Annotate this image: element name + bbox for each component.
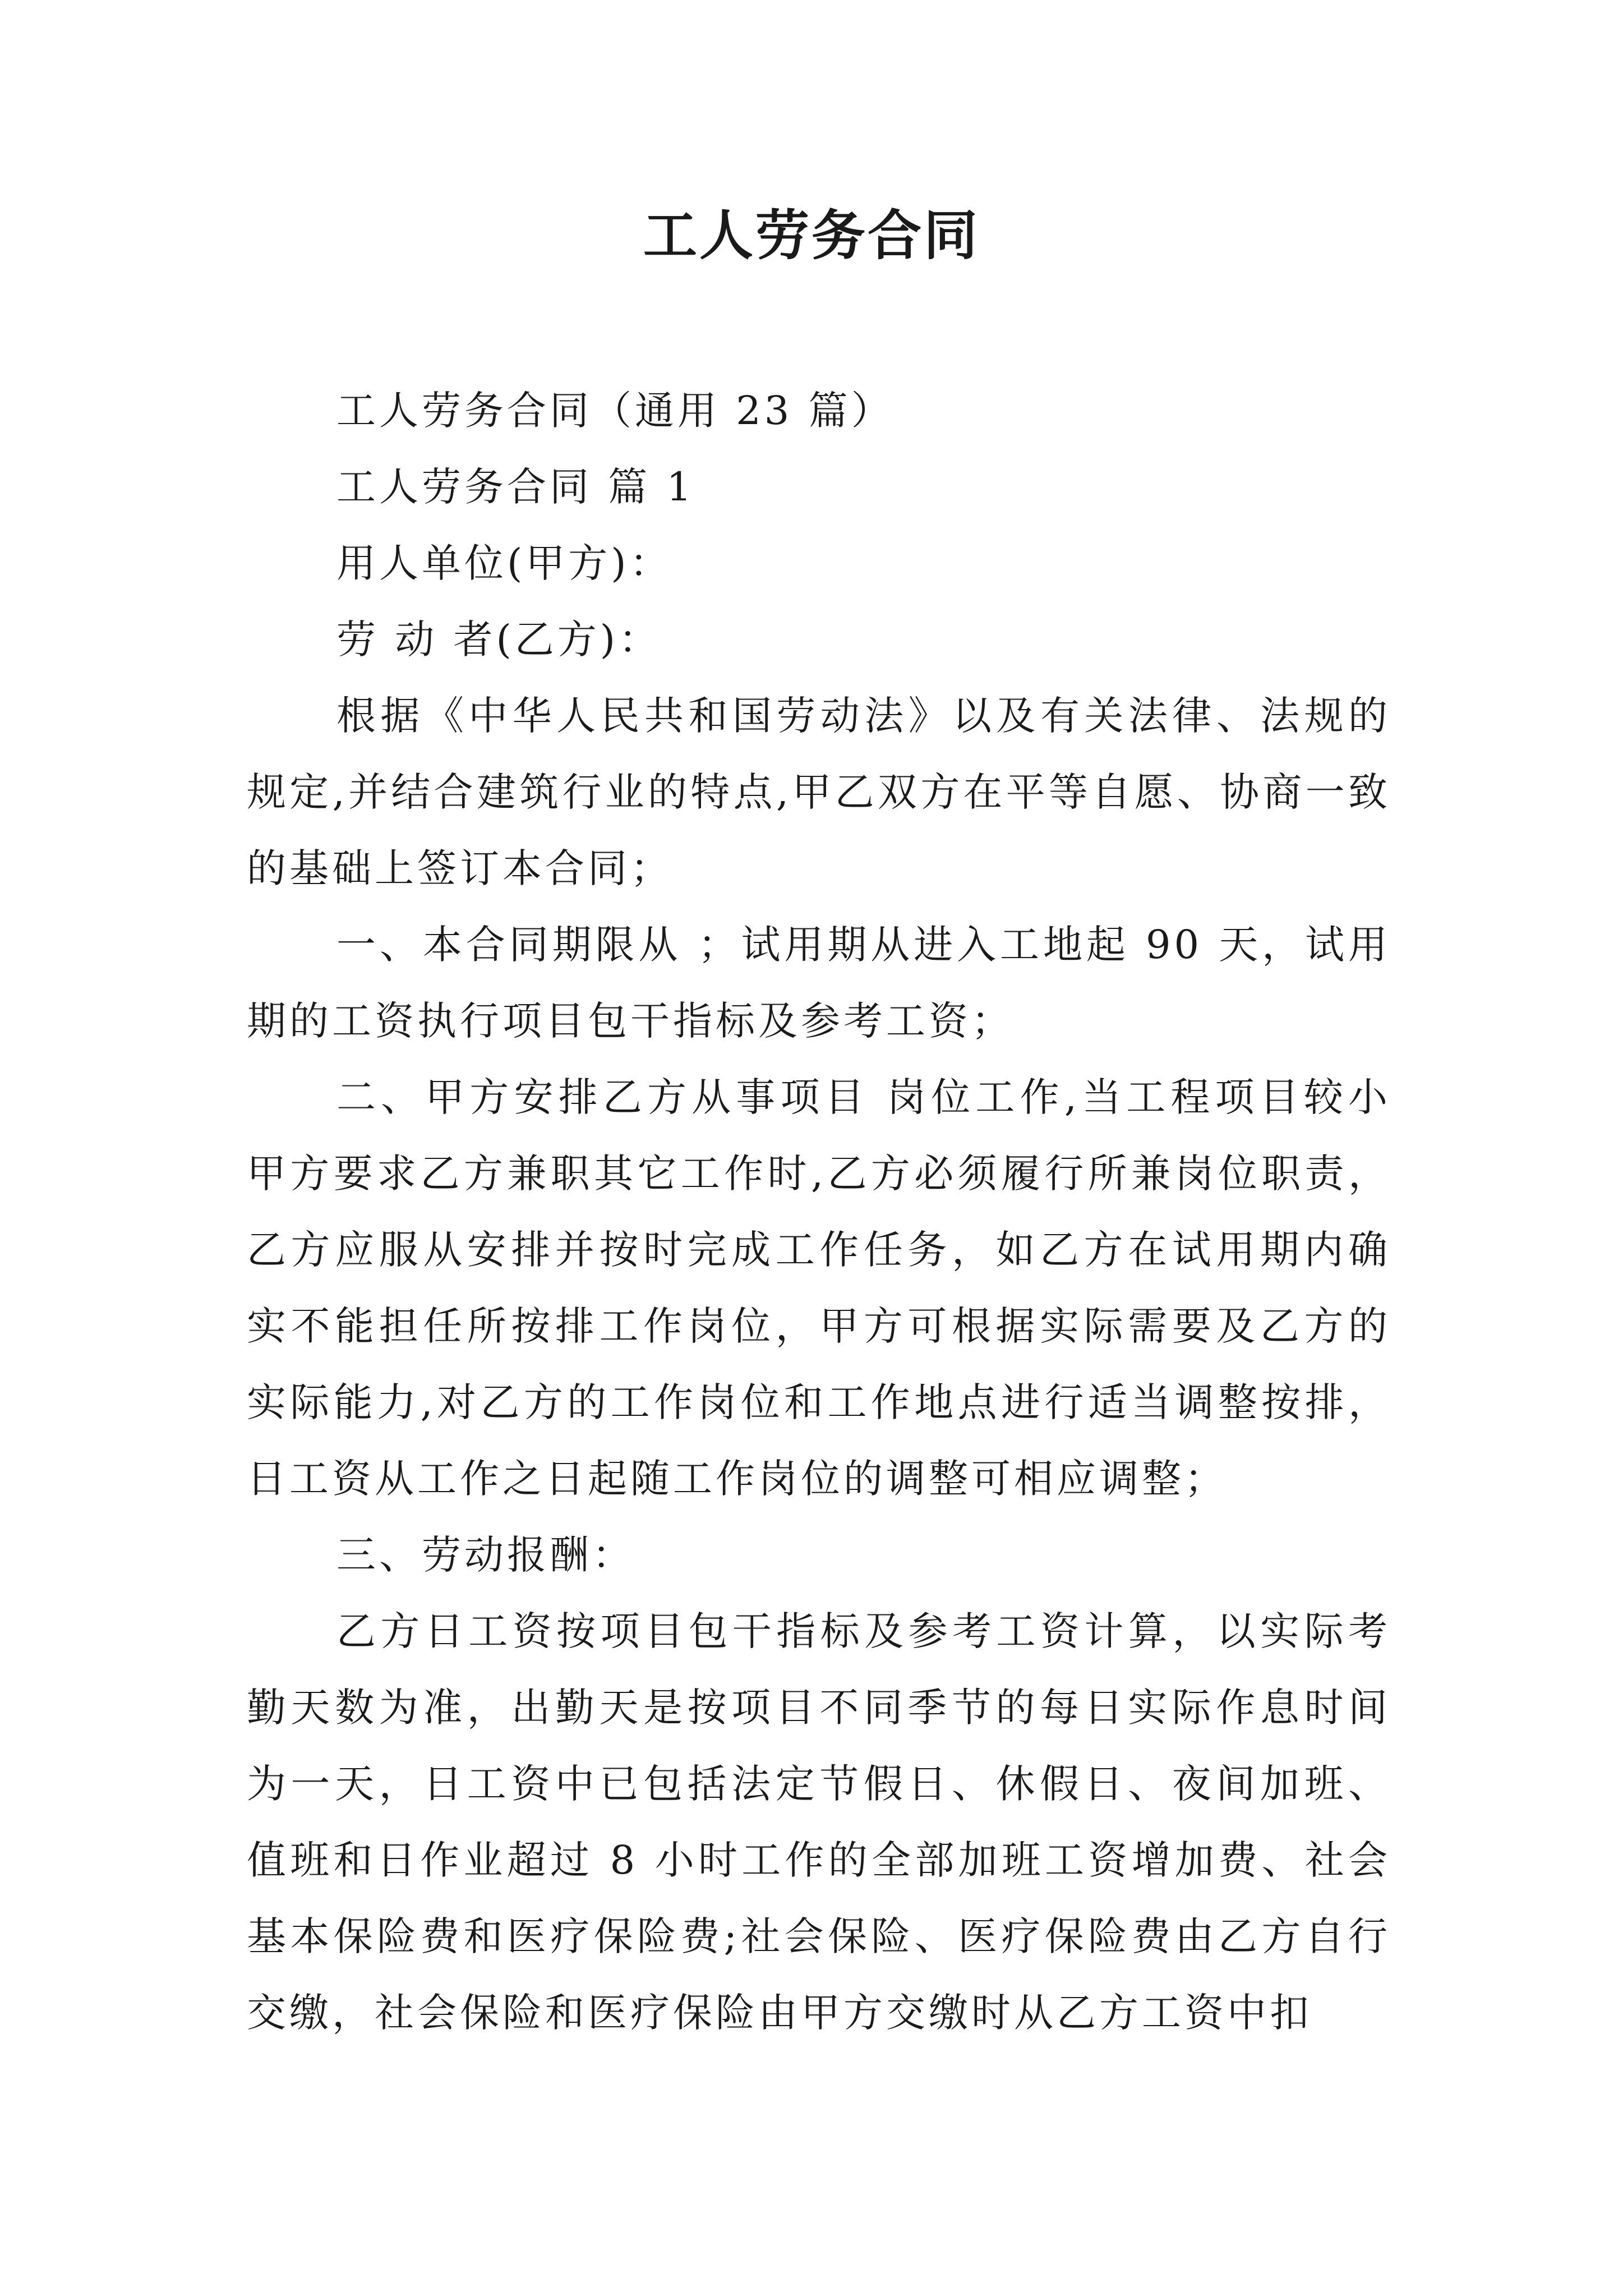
- preamble-paragraph: 根据《中华人民共和国劳动法》以及有关法律、法规的规定,并结合建筑行业的特点,甲乙双方在平等自愿、协商一致的基础上签订本合同；: [247, 693, 1391, 891]
- clause-2-paragraph: 二、甲方安排乙方从事项目 岗位工作,当工程项目较小甲方要求乙方兼职其它工作时,乙方必须履行所兼岗位职责，乙方应服从安排并按时完成工作任务，如乙方在试用期内确实不能担任所按排工作岗位，甲方可根据实际需要及乙方的实际能力,对乙方的工作岗位和工作地点进行适当调整按排，日工资从工作之日起随工作岗位的调整可相应调整；: [247, 1074, 1391, 1502]
- clause-3-heading: 三、劳动报酬：: [336, 1532, 635, 1578]
- clause-1-paragraph: 一、本合同期限从 ；试用期从进入工地起 90 天，试用期的工资执行项目包干指标及参考工资；: [247, 922, 1391, 1044]
- clause-3-body-paragraph: 乙方日工资按项目包干指标及参考工资计算，以实际考勤天数为准，出勤天是按项目不同季节的每日实际作息时间为一天，日工资中已包括法定节假日、休假日、夜间加班、值班和日作业超过 8 小时工作的全部加班工资增加费、社会基本保险费和医疗保险费;社会保险、医疗保险费由乙方自行交缴，社会保险和医疗保险由甲方交缴时从乙方工资中扣: [247, 1608, 1391, 2036]
- subtitle-paragraph: 工人劳务合同（通用 23 篇）: [336, 388, 894, 434]
- party-a-line: 用人单位(甲方)：: [336, 540, 672, 586]
- party-b-line: 劳 动 者(乙方)：: [336, 616, 662, 662]
- document-title: 工人劳务合同: [643, 204, 980, 267]
- document-body: [247, 372, 1391, 2051]
- section-heading-paragraph: 工人劳务合同 篇 1: [336, 464, 695, 510]
